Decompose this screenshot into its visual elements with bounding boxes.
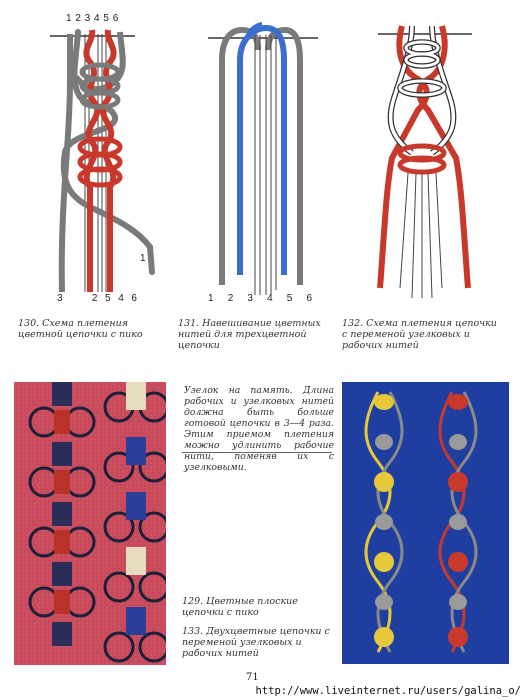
fig132-diagram	[372, 18, 482, 298]
fig130-diagram	[40, 22, 165, 294]
memory-note: Узелок на память. Длина рабочих и узелковых нитей должна быть больше готовой цепочки в 3—4 раза. Этим приемом плетения можно удлинить рабочие нити, поменяв их с узелковыми.	[184, 385, 334, 473]
photo-129-chains	[14, 382, 166, 665]
fig131-num: 4	[267, 293, 273, 304]
fig130-caption: 130. Схема плетения цветной цепочки с пико	[18, 318, 143, 340]
fig130-num: 4	[118, 293, 124, 304]
fig130-num: 5	[105, 293, 111, 304]
fig131-num: 1	[208, 293, 214, 304]
fig130-num: 3	[57, 293, 63, 304]
fig131-num: 6	[306, 293, 312, 304]
fig130-bottom-numbers	[57, 293, 137, 304]
source-url[interactable]: http://www.liveinternet.ru/users/galina_o/	[255, 685, 521, 697]
fig130-num: 6	[131, 293, 137, 304]
photo-129-caption: 129. Цветные плоские цепочки с пико	[182, 596, 298, 618]
fig130-side-label: 1	[140, 253, 146, 264]
fig131-num: 5	[286, 293, 293, 304]
fig131-num: 2	[227, 293, 234, 304]
fig131-diagram	[200, 20, 325, 295]
note-divider	[182, 452, 332, 453]
fig130-num: 2	[91, 293, 98, 304]
page-number: 71	[246, 672, 259, 683]
fig131-caption: 131. Навешивание цветных нитей для трехцветной цепочки	[178, 318, 321, 351]
photo-133-caption: 133. Двухцветные цепочки с переменой узелковых и рабочих нитей	[182, 626, 330, 659]
fig131-bottom-numbers	[208, 293, 312, 304]
fig130-top-numbers: 1 2 3 4 5 6	[66, 13, 119, 24]
photo-133-chains	[342, 382, 509, 664]
fig132-caption: 132. Схема плетения цепочки с переменой узелковых и рабочих нитей	[342, 318, 497, 351]
fig131-num: 3	[247, 293, 253, 304]
